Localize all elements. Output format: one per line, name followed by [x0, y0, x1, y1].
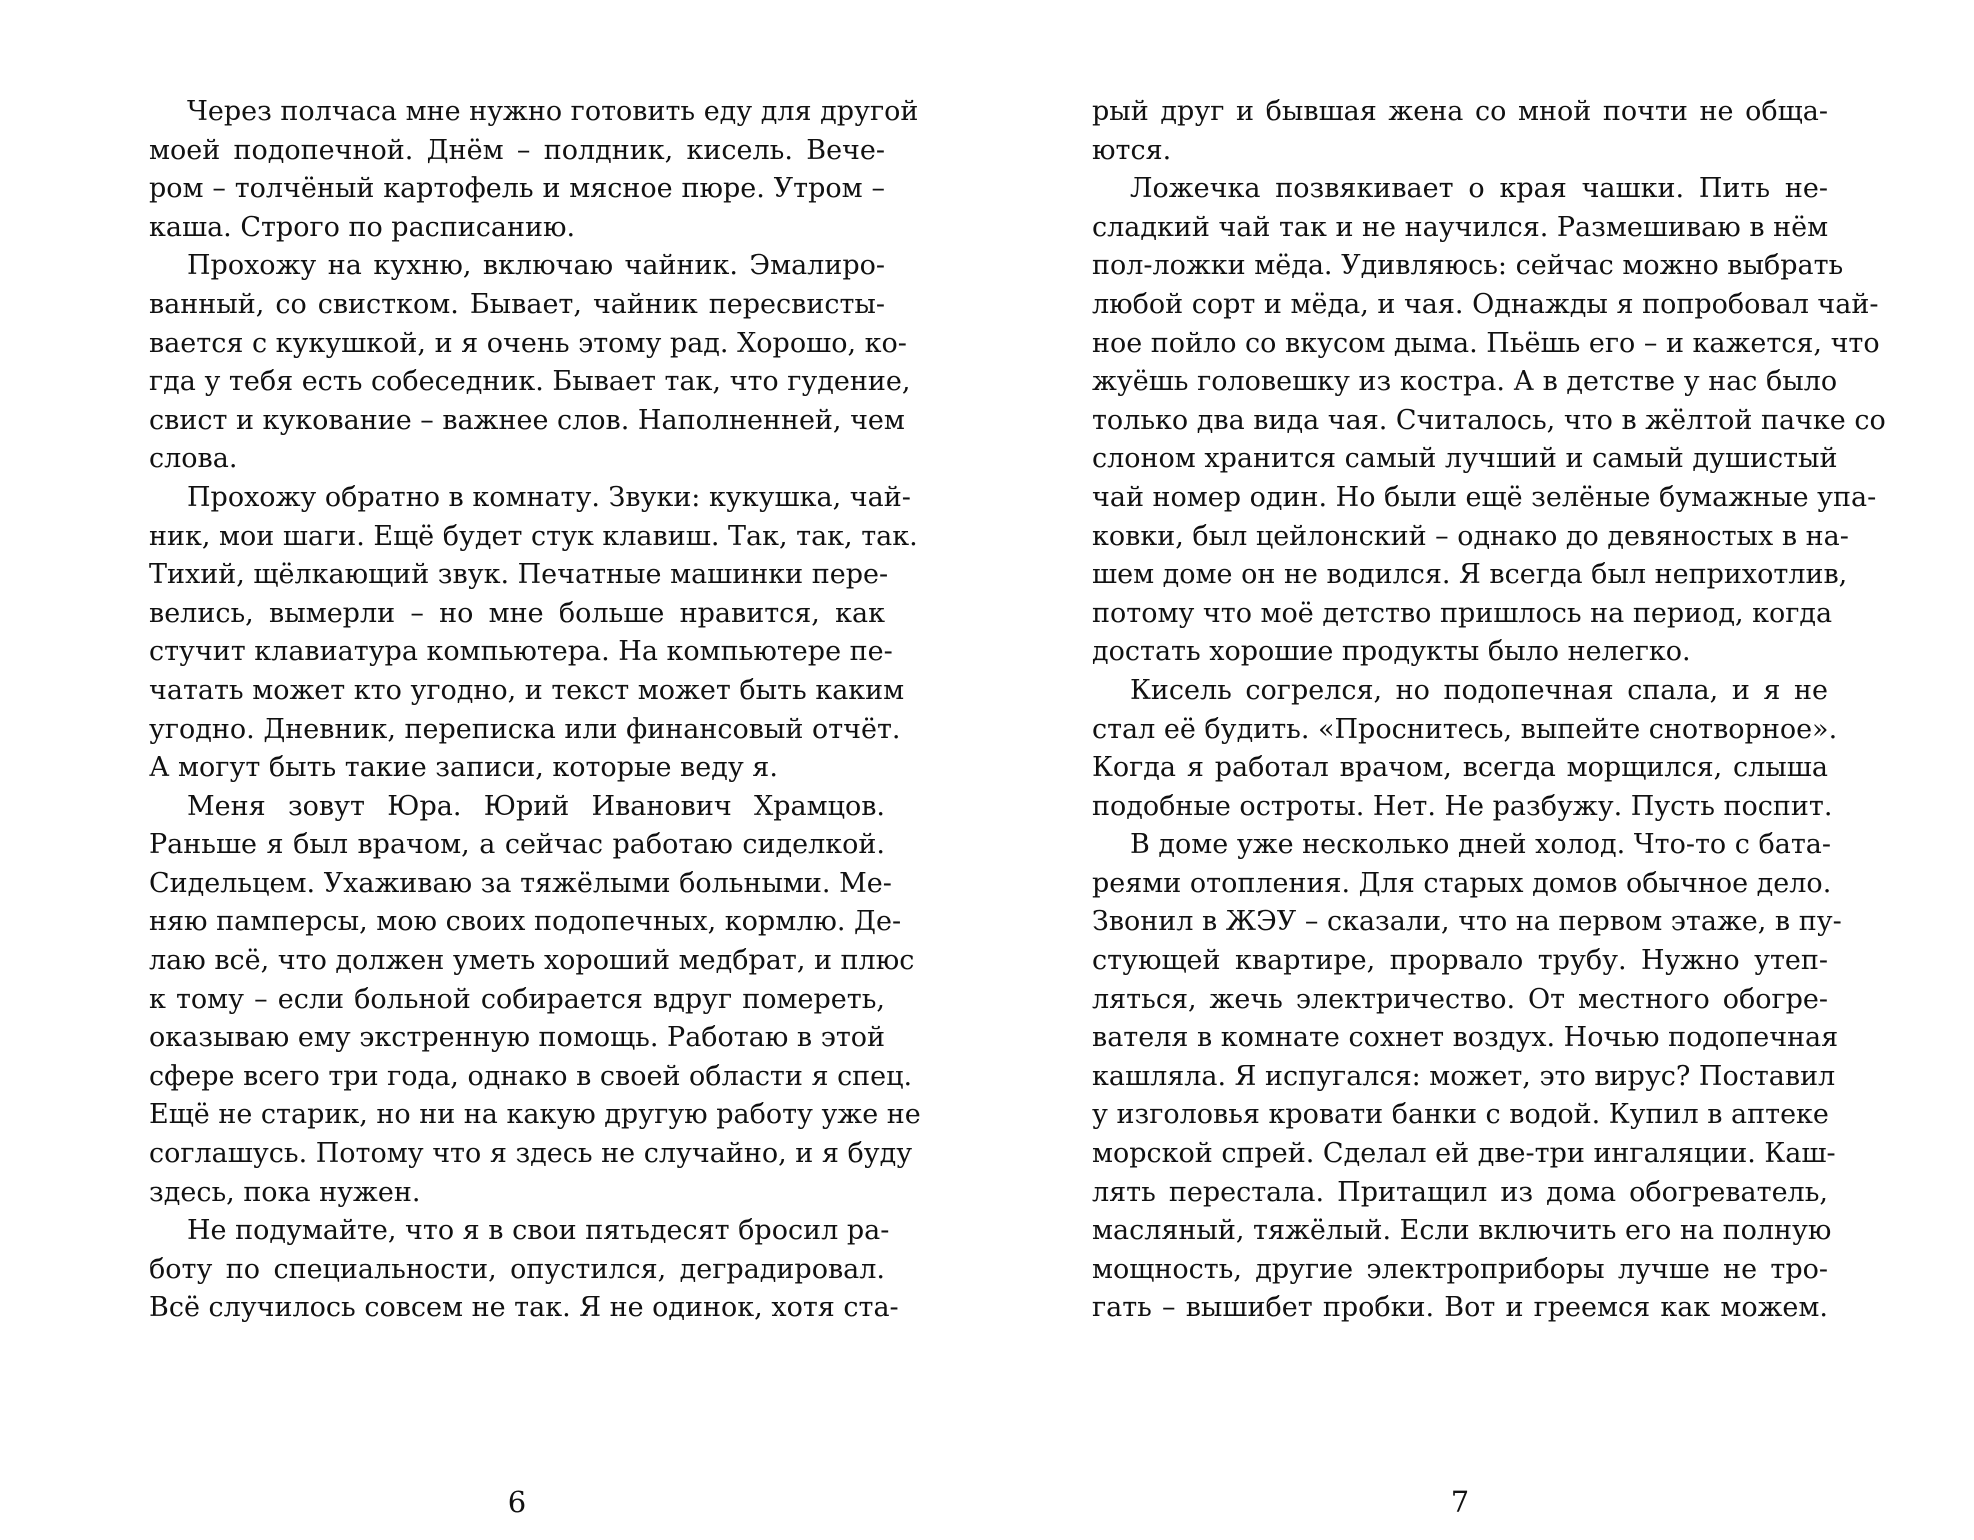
text-line: потому что моё детство пришлось на период, когда [1092, 597, 1833, 629]
text-line: стующей квартире, прорвало трубу. Нужно утеп- [1092, 945, 1828, 977]
text-line: Ложечка позвякивает о края чашки. Пить не- [1130, 173, 1828, 205]
text-line: вается с кукушкой, и я очень этому рад. Хорошо, ко- [149, 327, 907, 359]
text-line: у изголовья кровати банки с водой. Купил в аптеке [1092, 1099, 1829, 1131]
left-page [149, 93, 921, 1519]
text-line: Не подумайте, что я в свои пятьдесят бросил ра- [187, 1215, 890, 1247]
text-line: ванный, со свистком. Бывает, чайник пересвисты- [149, 288, 885, 320]
text-line: Прохожу обратно в комнату. Звуки: кукушка, чай- [187, 481, 911, 513]
text-line: Всё случилось совсем не так. Я не одинок, хотя ста- [149, 1292, 899, 1324]
text-line: боту по специальности, опустился, деградировал. [149, 1253, 885, 1285]
text-line: достать хорошие продукты было нелегко. [1092, 636, 1691, 668]
text-line: стучит клавиатура компьютера. На компьютере пе- [149, 636, 893, 668]
text-line: лять перестала. Притащил из дома обогреватель, [1092, 1176, 1828, 1208]
right-page [1092, 93, 1886, 1519]
text-line: мощность, другие электроприборы лучше не тро- [1092, 1253, 1828, 1285]
text-line: гать – вышибет пробки. Вот и греемся как можем. [1092, 1292, 1828, 1324]
text-line: пол-ложки мёда. Удивляюсь: сейчас можно выбрать [1092, 250, 1844, 282]
text-line: сладкий чай так и не научился. Размешиваю в нём [1092, 211, 1829, 243]
text-line: А могут быть такие записи, которые веду я. [149, 752, 778, 784]
text-line: кашляла. Я испугался: может, это вирус? Поставил [1092, 1060, 1836, 1092]
text-line: жуёшь головешку из костра. А в детстве у нас было [1092, 366, 1838, 398]
text-line: Прохожу на кухню, включаю чайник. Эмалиро- [187, 250, 885, 282]
text-line: Тихий, щёлкающий звук. Печатные машинки пере- [149, 559, 889, 591]
text-line: каша. Строго по расписанию. [149, 211, 576, 243]
text-line: Сидельцем. Ухаживаю за тяжёлыми больными. Ме- [149, 867, 892, 899]
text-line: морской спрей. Сделал ей две-три ингаляции. Каш- [1092, 1138, 1836, 1170]
right-page-number: 7 [1450, 1485, 1470, 1519]
text-line: ются. [1092, 134, 1172, 166]
text-line: няю памперсы, мою своих подопечных, кормлю. Де- [149, 906, 902, 938]
text-line: к тому – если больной собирается вдруг помереть, [149, 983, 885, 1015]
text-line: слоном хранится самый лучший и самый душистый [1092, 443, 1838, 475]
text-line: сфере всего три года, однако в своей области я спец. [149, 1060, 913, 1092]
text-line: Через полчаса мне нужно готовить еду для другой [187, 96, 919, 127]
text-line: В доме уже несколько дней холод. Что-то с бата- [1130, 829, 1831, 861]
text-line: рый друг и бывшая жена со мной почти не обща- [1092, 96, 1828, 127]
text-line: соглашусь. Потому что я здесь не случайно, и я буду [149, 1138, 913, 1170]
text-line: чатать может кто угодно, и текст может быть каким [149, 674, 905, 706]
text-line: ное пойло со вкусом дыма. Пьёшь его – и кажется, что [1092, 327, 1880, 359]
text-line: Когда я работал врачом, всегда морщился, слыша [1092, 752, 1828, 784]
text-line: моей подопечной. Днём – полдник, кисель. Вече- [149, 134, 885, 166]
text-line: подобные остроты. Нет. Не разбужу. Пусть поспит. [1092, 790, 1833, 822]
text-line: слова. [149, 443, 238, 475]
text-line: чай номер один. Но были ещё зелёные бумажные упа- [1092, 481, 1877, 513]
text-line: Меня зовут Юра. Юрий Иванович Храмцов. [187, 790, 885, 822]
text-line: ник, мои шаги. Ещё будет стук клавиш. Так, так, так. [149, 520, 918, 552]
text-line: гда у тебя есть собеседник. Бывает так, что гудение, [149, 366, 911, 398]
text-line: Ещё не старик, но ни на какую другую работу уже не [149, 1099, 921, 1131]
text-line: ляться, жечь электричество. От местного обогре- [1092, 983, 1828, 1015]
text-line: угодно. Дневник, переписка или финансовый отчёт. [149, 713, 901, 745]
text-line: ковки, был цейлонский – однако до девяностых в на- [1092, 520, 1849, 552]
text-line: Звонил в ЖЭУ – сказали, что на первом этаже, в пу- [1092, 906, 1842, 938]
text-line: стал её будить. «Проснитесь, выпейте снотворное». [1092, 713, 1838, 745]
text-line: шем доме он не водился. Я всегда был неприхотлив, [1092, 559, 1848, 591]
text-line: вателя в комнате сохнет воздух. Ночью подопечная [1092, 1022, 1839, 1054]
text-line: лаю всё, что должен уметь хороший медбрат, и плюс [149, 945, 915, 977]
text-line: здесь, пока нужен. [149, 1176, 421, 1208]
left-page-number: 6 [507, 1485, 527, 1519]
text-line: ром – толчёный картофель и мясное пюре. Утром – [149, 173, 885, 205]
text-line: только два вида чая. Считалось, что в жёлтой пачке со [1092, 404, 1886, 436]
text-line: масляный, тяжёлый. Если включить его на полную [1092, 1215, 1832, 1247]
text-line: свист и кукование – важнее слов. Наполненней, чем [149, 404, 905, 436]
text-line: оказываю ему экстренную помощь. Работаю в этой [149, 1022, 886, 1054]
text-line: велись, вымерли – но мне больше нравится, как [149, 597, 885, 629]
right-page-text [1092, 93, 1886, 1328]
text-line: Кисель согрелся, но подопечная спала, и я не [1130, 674, 1828, 706]
text-line: реями отопления. Для старых домов обычное дело. [1092, 867, 1832, 899]
left-page-text [149, 93, 921, 1328]
text-line: Раньше я был врачом, а сейчас работаю сиделкой. [149, 829, 885, 861]
text-line: любой сорт и мёда, и чая. Однажды я попробовал чай- [1092, 288, 1879, 320]
